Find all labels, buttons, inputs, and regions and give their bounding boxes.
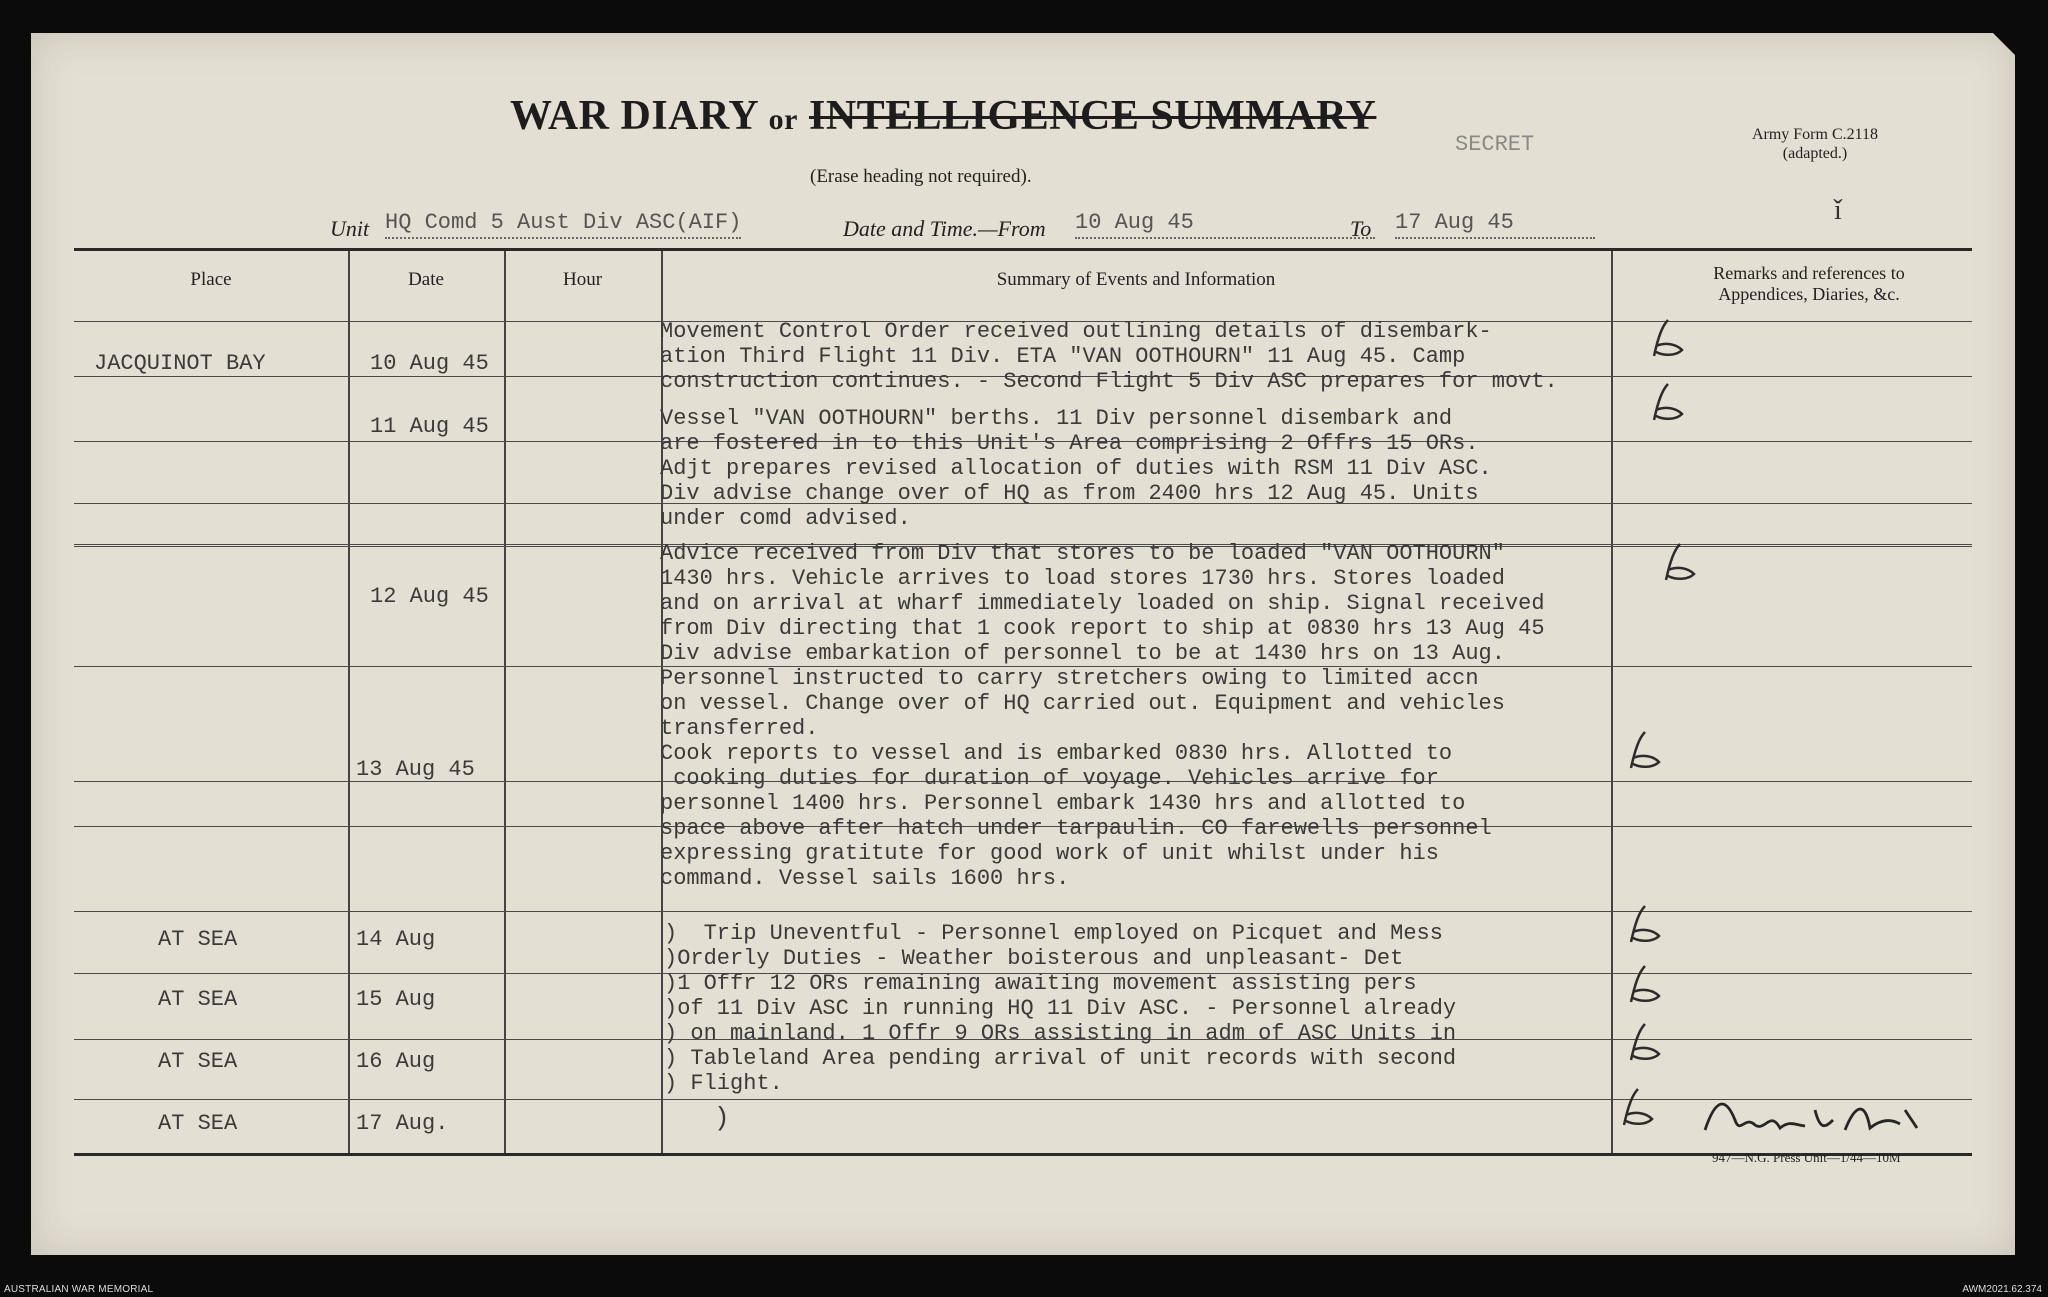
summary-line: are fostered in to this Unit's Area comprising 2 Offrs 15 ORs. (660, 431, 1479, 456)
date-14-aug: 14 Aug (356, 927, 436, 952)
print-code: 947—N.G. Press Unit—1/44—10M (1712, 1150, 1901, 1165)
date-16-aug: 16 Aug (356, 1049, 436, 1074)
summary-line: expressing gratitute for good work of unit whilst under his (660, 841, 1439, 866)
page-corner-fold (1993, 33, 2015, 55)
summary-line: under comd advised. (660, 506, 911, 531)
pencil-mark: ǐ (1834, 195, 1842, 226)
summary-line: Movement Control Order received outlining details of disembark- (660, 319, 1492, 344)
summary-line: space above after hatch under tarpaulin. CO farewells personnel (660, 816, 1492, 841)
column-divider (1611, 251, 1613, 1153)
to-label: To (1350, 216, 1372, 241)
summary-line: transferred. (660, 716, 819, 741)
place-jacquinot-bay: JACQUINOT BAY (94, 351, 266, 376)
summary-line: Div advise change over of HQ as from 2400 hrs 12 Aug 45. Units (660, 481, 1479, 506)
officer-signature (1695, 1090, 1935, 1150)
date-15-aug: 15 Aug (356, 987, 436, 1012)
date-11-aug: 11 Aug 45 (370, 414, 489, 439)
archive-caption: AUSTRALIAN WAR MEMORIAL (4, 1284, 154, 1295)
initials-signature (1648, 316, 1688, 360)
summary-line: Advice received from Div that stores to be loaded "VAN OOTHOURN" (660, 541, 1505, 566)
summary-line: Adjt prepares revised allocation of duties with RSM 11 Div ASC. (660, 456, 1492, 481)
hour-bracket: ) (714, 1103, 730, 1133)
archive-reference: AWM2021.62.374 (1962, 1284, 2042, 1295)
summary-line: ) Trip Uneventful - Personnel employed on Picquet and Mess (664, 921, 1443, 946)
place-at-sea: AT SEA (158, 1111, 238, 1136)
date-12-aug: 12 Aug 45 (370, 584, 489, 609)
army-form-label (1700, 125, 1930, 163)
column-divider (504, 251, 506, 1153)
summary-line: ) on mainland. 1 Offr 9 ORs assisting in adm of ASC Units in (664, 1021, 1457, 1046)
date-17-aug: 17 Aug. (356, 1111, 449, 1136)
summary-line: cooking duties for duration of voyage. Vehicles arrive for (660, 766, 1439, 791)
summary-line: ) Flight. (664, 1071, 783, 1096)
summary-line: from Div directing that 1 cook report to ship at 0830 hrs 13 Aug 45 (660, 616, 1545, 641)
date-time-label: Date and Time.—From (843, 216, 1046, 241)
place-at-sea: AT SEA (158, 987, 238, 1012)
unit-value: HQ Comd 5 Aust Div ASC(AIF) (385, 210, 741, 239)
initials-signature (1660, 540, 1700, 584)
form-title (510, 92, 1410, 140)
summary-line: Cook reports to vessel and is embarked 0830 hrs. Allotted to (660, 741, 1453, 766)
initials-signature (1625, 962, 1665, 1006)
to-date: 17 Aug 45 (1395, 210, 1595, 239)
remarks-header-line2: Appendices, Diaries, &c. (1718, 284, 1900, 304)
summary-line: and on arrival at wharf immediately loaded on ship. Signal received (660, 591, 1545, 616)
initials-signature (1625, 728, 1665, 772)
initials-signature (1648, 380, 1688, 424)
summary-line: )1 Offr 12 ORs remaining awaiting movement assisting pers (664, 971, 1417, 996)
row-rule (74, 1099, 1972, 1100)
unit-label: Unit (330, 216, 370, 241)
row-rule (74, 911, 1972, 912)
from-date: 10 Aug 45 (1075, 210, 1375, 239)
summary-line: )of 11 Div ASC in running HQ 11 Div ASC. - Personnel already (664, 996, 1457, 1021)
column-header-summary: Summary of Events and Information (996, 269, 1276, 290)
place-at-sea: AT SEA (158, 927, 238, 952)
column-header-place: Place (190, 269, 232, 290)
summary-line: )Orderly Duties - Weather boisterous and unpleasant- Det (664, 946, 1404, 971)
initials-signature (1618, 1085, 1658, 1129)
remarks-header-line1: Remarks and references to (1713, 263, 1905, 283)
initials-signature (1625, 1020, 1665, 1064)
summary-line: Div advise embarkation of personnel to be at 1430 hrs on 13 Aug. (660, 641, 1505, 666)
summary-line: Vessel "VAN OOTHOURN" berths. 11 Div personnel disembark and (660, 406, 1453, 431)
army-form-adapted: (adapted.) (1782, 145, 1848, 162)
summary-line: ation Third Flight 11 Div. ETA "VAN OOTHOURN" 11 Aug 45. Camp (660, 344, 1466, 369)
initials-signature (1625, 902, 1665, 946)
summary-line: ) Tableland Area pending arrival of unit records with second (664, 1046, 1457, 1071)
date-10-aug: 10 Aug 45 (370, 351, 489, 376)
title-subtitle: (Erase heading not required). (810, 166, 1032, 187)
summary-line: on vessel. Change over of HQ carried out. Equipment and vehicles (660, 691, 1505, 716)
column-header-remarks (1674, 263, 1944, 305)
summary-line: command. Vessel sails 1600 hrs. (660, 866, 1070, 891)
column-header-hour: Hour (562, 269, 603, 290)
title-war-diary: WAR DIARY (510, 93, 758, 139)
title-intelligence-summary: INTELLIGENCE SUMMARY (808, 93, 1377, 139)
place-at-sea: AT SEA (158, 1049, 238, 1074)
date-13-aug: 13 Aug 45 (356, 757, 475, 782)
summary-line: Personnel instructed to carry stretchers owing to limited accn (660, 666, 1479, 691)
column-divider (348, 251, 350, 1153)
summary-line: construction continues. - Second Flight 5 Div ASC prepares for movt. (660, 369, 1558, 394)
army-form-number: Army Form C.2118 (1751, 126, 1879, 143)
unit-line (330, 210, 1610, 244)
summary-line: personnel 1400 hrs. Personnel embark 1430 hrs and allotted to (660, 791, 1466, 816)
summary-line: 1430 hrs. Vehicle arrives to load stores 1730 hrs. Stores loaded (660, 566, 1505, 591)
column-header-date: Date (408, 269, 444, 290)
title-or: or (768, 103, 798, 136)
classification-stamp: SECRET (1455, 132, 1535, 157)
